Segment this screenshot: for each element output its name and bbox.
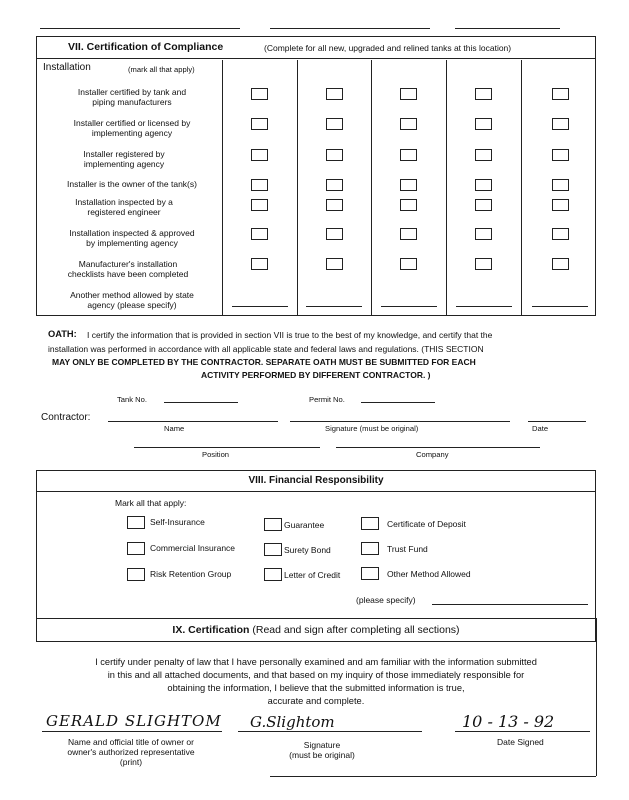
row-label: registered engineer — [87, 207, 161, 217]
installation-checkbox[interactable] — [475, 118, 492, 130]
trust-fund-label: Trust Fund — [387, 544, 428, 554]
contractor-date-field[interactable] — [528, 421, 586, 422]
installation-checkbox[interactable] — [552, 179, 569, 191]
permit-no-label: Permit No. — [309, 395, 345, 404]
installation-checkbox[interactable] — [400, 149, 417, 161]
section-7-subtitle: (Complete for all new, upgraded and relined tanks at this location) — [264, 43, 512, 53]
signature-caption — [262, 740, 382, 760]
installation-checkbox[interactable] — [475, 149, 492, 161]
other-method-label: Other Method Allowed — [387, 569, 471, 579]
installation-checkbox[interactable] — [552, 149, 569, 161]
installation-row-2 — [44, 118, 220, 138]
contractor-label: Contractor: — [41, 412, 91, 423]
specify-line[interactable] — [456, 306, 512, 307]
certification-line-4: accurate and complete. — [267, 696, 365, 706]
installation-checkbox[interactable] — [552, 118, 569, 130]
installation-checkbox[interactable] — [400, 258, 417, 270]
installation-checkbox[interactable] — [251, 199, 268, 211]
section-7-title: VII. Certification of Compliance — [68, 41, 224, 53]
tank-no-field[interactable] — [164, 402, 238, 403]
letter-of-credit-label: Letter of Credit — [284, 570, 341, 580]
installation-checkbox[interactable] — [326, 88, 343, 100]
tank-no-label: Tank No. — [117, 395, 147, 404]
row-label: piping manufacturers — [92, 97, 172, 107]
installation-row-3 — [36, 149, 212, 169]
installation-checkbox[interactable] — [475, 258, 492, 270]
section-8-title: VIII. Financial Responsibility — [248, 475, 384, 486]
installation-checkbox[interactable] — [552, 88, 569, 100]
installation-checkbox[interactable] — [400, 118, 417, 130]
certification-body — [36, 656, 596, 708]
position-field[interactable] — [134, 447, 320, 448]
installation-checkbox[interactable] — [475, 228, 492, 240]
installation-checkbox[interactable] — [400, 179, 417, 191]
installation-checkbox[interactable] — [475, 88, 492, 100]
installation-label: Installation — [43, 62, 91, 73]
signature-value: G.Slightom — [250, 713, 335, 731]
row-label: Installation inspected by a — [75, 197, 173, 207]
row-label: implementing agency — [83, 159, 165, 169]
row-label: implementing agency — [91, 128, 173, 138]
specify-line[interactable] — [232, 306, 288, 307]
date-signed-line[interactable] — [455, 731, 590, 732]
risk-retention-checkbox[interactable] — [127, 568, 145, 581]
row-label: Another method allowed by state — [70, 290, 194, 300]
surety-bond-checkbox[interactable] — [264, 543, 282, 556]
certificate-of-deposit-checkbox[interactable] — [361, 517, 379, 530]
guarantee-label: Guarantee — [284, 520, 325, 530]
caption-line: (must be original) — [289, 750, 355, 760]
name-title-caption — [36, 737, 226, 767]
certification-line-1: I certify under penalty of law that I have personally examined and am familiar with the information submitted — [95, 657, 537, 667]
section-9-subtitle: (Read and sign after completing all sections) — [252, 624, 460, 636]
letter-of-credit-checkbox[interactable] — [264, 568, 282, 581]
installation-checkbox[interactable] — [552, 228, 569, 240]
oath-text-line-1: I certify the information that is provided in section VII is true to the best of my knowledge, and certify that the — [87, 330, 493, 340]
installation-checkbox[interactable] — [326, 118, 343, 130]
date-signed-caption: Date Signed — [497, 737, 544, 747]
please-specify-field[interactable] — [432, 604, 588, 605]
name-line[interactable] — [42, 731, 222, 732]
section-9-title-text: IX. Certification — [172, 624, 250, 636]
commercial-insurance-checkbox[interactable] — [127, 542, 145, 555]
oath-label: OATH: — [48, 329, 77, 339]
signature-caption: Signature (must be original) — [325, 424, 419, 433]
date-caption: Date — [532, 424, 549, 433]
installation-checkbox[interactable] — [251, 149, 268, 161]
row-label: Installer certified by tank and — [77, 87, 187, 97]
installation-checkbox[interactable] — [251, 179, 268, 191]
commercial-insurance-label: Commercial Insurance — [150, 543, 236, 553]
certification-line-2: in this and all attached documents, and that based on my inquiry of those immediately responsible for — [107, 670, 525, 680]
specify-line[interactable] — [306, 306, 362, 307]
company-caption: Company — [416, 450, 449, 459]
company-field[interactable] — [336, 447, 540, 448]
please-specify-label: (please specify) — [356, 595, 416, 605]
oath-text-line-3: MAY ONLY BE COMPLETED BY THE CONTRACTOR. SEPARATE OATH MUST BE SUBMITTED FOR EACH — [52, 357, 476, 367]
caption-line: (print) — [119, 757, 143, 767]
section-8-box — [36, 470, 596, 618]
row-label: by implementing agency — [86, 238, 178, 248]
certification-line-3: obtaining the information, I believe that the submitted information is true, — [167, 683, 465, 693]
name-caption: Name — [164, 424, 185, 433]
installation-checkbox[interactable] — [475, 199, 492, 211]
installation-checkbox[interactable] — [400, 199, 417, 211]
row-label: checklists have been completed — [67, 269, 189, 279]
installation-row-5 — [36, 197, 212, 217]
printed-name-value: GERALD SLIGHTOM — [46, 712, 222, 730]
certificate-of-deposit-label: Certificate of Deposit — [387, 519, 466, 529]
installation-checkbox[interactable] — [251, 258, 268, 270]
signature-line[interactable] — [238, 731, 422, 732]
installation-hint: (mark all that apply) — [128, 65, 195, 74]
row-label: Installer certified or licensed by — [73, 118, 191, 128]
installation-row-4 — [44, 179, 220, 189]
trust-fund-checkbox[interactable] — [361, 542, 379, 555]
row-label: Manufacturer's installation — [78, 259, 178, 269]
installation-checkbox[interactable] — [475, 179, 492, 191]
caption-line: owner's authorized representative — [67, 747, 195, 757]
installation-checkbox[interactable] — [326, 199, 343, 211]
oath-text-line-4: ACTIVITY PERFORMED BY DIFFERENT CONTRACTOR. ) — [201, 370, 431, 380]
installation-row-7 — [40, 259, 216, 279]
section-9-title — [36, 624, 596, 636]
contractor-name-field[interactable] — [108, 421, 278, 422]
installation-checkbox[interactable] — [326, 179, 343, 191]
caption-line: Signature — [303, 740, 341, 750]
specify-line[interactable] — [532, 306, 588, 307]
oath-text-line-2: installation was performed in accordance with all applicable state and federal laws and regulations. (THIS SECTION — [48, 344, 484, 354]
installation-row-1 — [44, 87, 220, 107]
other-method-checkbox[interactable] — [361, 567, 379, 580]
installation-checkbox[interactable] — [251, 88, 268, 100]
installation-checkbox[interactable] — [400, 88, 417, 100]
self-insurance-checkbox[interactable] — [127, 516, 145, 529]
risk-retention-label: Risk Retention Group — [150, 569, 232, 579]
date-signed-value: 10 - 13 - 92 — [462, 712, 555, 731]
mark-all-hint: Mark all that apply: — [115, 498, 187, 508]
guarantee-checkbox[interactable] — [264, 518, 282, 531]
row-label: Installation inspected & approved — [69, 228, 195, 238]
installation-row-8 — [44, 290, 220, 310]
row-label: Installer is the owner of the tank(s) — [67, 179, 197, 189]
installation-checkbox[interactable] — [251, 118, 268, 130]
installation-checkbox[interactable] — [326, 228, 343, 240]
permit-no-field[interactable] — [361, 402, 435, 403]
installation-checkbox[interactable] — [326, 258, 343, 270]
installation-checkbox[interactable] — [400, 228, 417, 240]
caption-line: Name and official title of owner or — [68, 737, 194, 747]
specify-line[interactable] — [381, 306, 437, 307]
installation-checkbox[interactable] — [326, 149, 343, 161]
contractor-signature-field[interactable] — [290, 421, 510, 422]
row-label: agency (please specify) — [87, 300, 177, 310]
installation-row-6 — [44, 228, 220, 248]
position-caption: Position — [202, 450, 230, 459]
self-insurance-label: Self-Insurance — [150, 517, 205, 527]
surety-bond-label: Surety Bond — [284, 545, 331, 555]
installation-checkbox[interactable] — [251, 228, 268, 240]
row-label: Installer registered by — [83, 149, 165, 159]
installation-checkbox[interactable] — [552, 258, 569, 270]
installation-checkbox[interactable] — [552, 199, 569, 211]
